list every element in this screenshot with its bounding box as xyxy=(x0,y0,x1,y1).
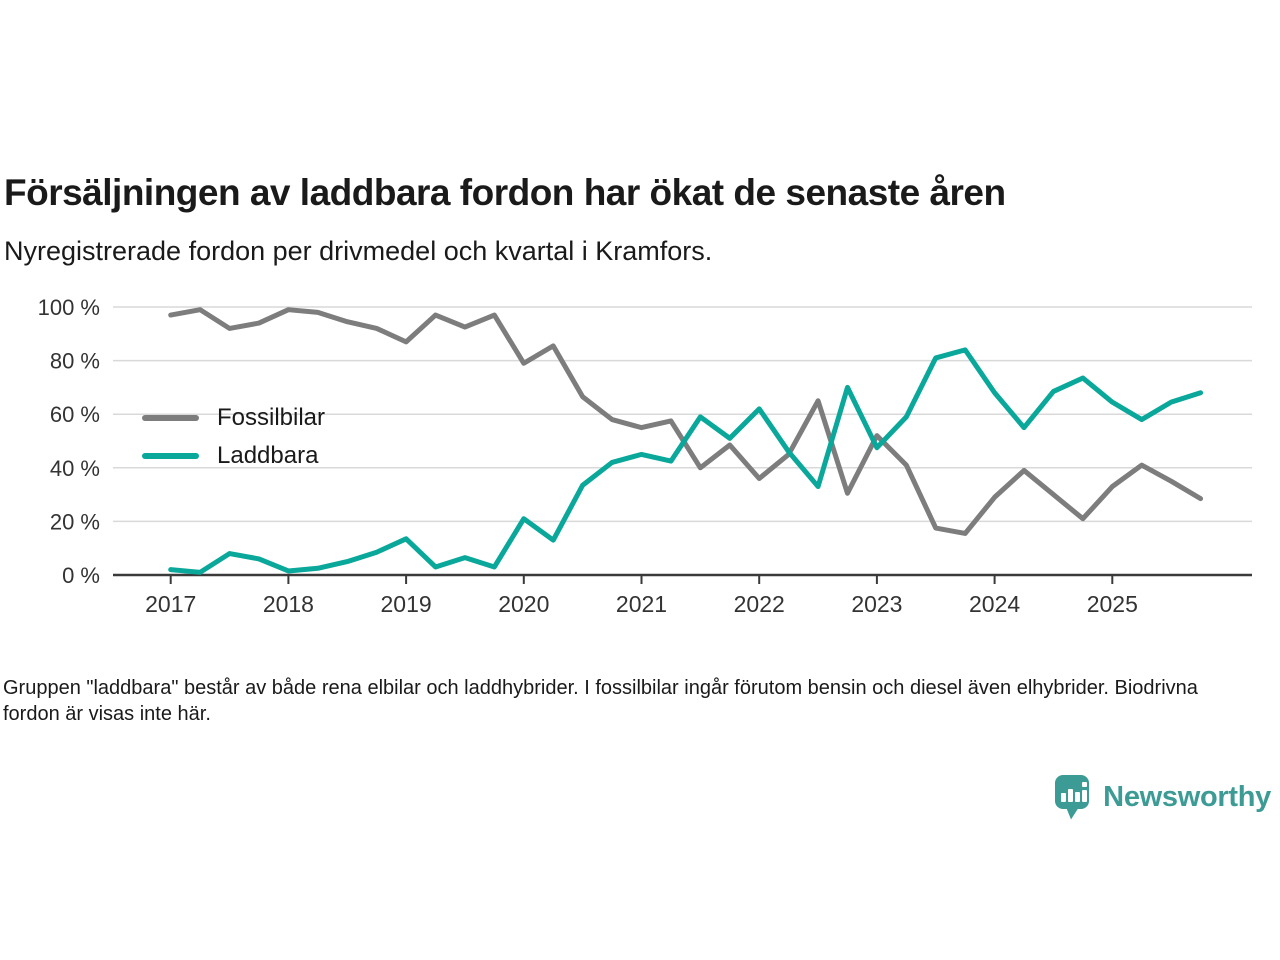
svg-text:40 %: 40 % xyxy=(49,455,100,481)
svg-text:2018: 2018 xyxy=(262,591,314,617)
svg-text:2023: 2023 xyxy=(851,591,903,617)
fossilbilar-line-swatch xyxy=(142,415,199,421)
laddbara-line-swatch xyxy=(142,453,199,459)
svg-text:60 %: 60 % xyxy=(49,402,100,428)
speech-bubble-bar-chart-icon xyxy=(1054,774,1090,820)
svg-text:80 %: 80 % xyxy=(49,348,100,374)
legend-label-fossilbilar: Fossilbilar xyxy=(217,404,326,431)
chart-footnote: Gruppen "laddbara" består av både rena elbilar och laddhybrider. I fossilbilar ingår förutom bensin och diesel även elhybrider. Biodrivna fordon är visas inte här. xyxy=(3,677,1198,725)
chart-subtitle: Nyregistrerade fordon per drivmedel och kvartal i Kramfors. xyxy=(4,236,713,266)
svg-text:0 %: 0 % xyxy=(62,563,100,588)
legend-label-laddbara: Laddbara xyxy=(217,442,319,469)
legend-item-fossilbilar xyxy=(142,403,325,433)
svg-text:2021: 2021 xyxy=(615,591,668,617)
svg-text:20 %: 20 % xyxy=(49,509,100,535)
svg-text:100 %: 100 % xyxy=(37,295,100,320)
legend-item-laddbara xyxy=(142,441,325,471)
svg-text:2025: 2025 xyxy=(1086,591,1138,617)
chart-title: Försäljningen av laddbara fordon har ökat de senaste åren xyxy=(4,171,1006,213)
brand-wordmark: Newsworthy xyxy=(1103,780,1271,813)
svg-text:2022: 2022 xyxy=(733,591,785,617)
svg-text:2024: 2024 xyxy=(969,591,1021,617)
newsworthy-branding xyxy=(1054,774,1271,820)
svg-text:2019: 2019 xyxy=(380,591,432,617)
svg-text:2017: 2017 xyxy=(145,591,197,617)
svg-text:2020: 2020 xyxy=(498,591,550,617)
chart-legend xyxy=(142,403,325,479)
